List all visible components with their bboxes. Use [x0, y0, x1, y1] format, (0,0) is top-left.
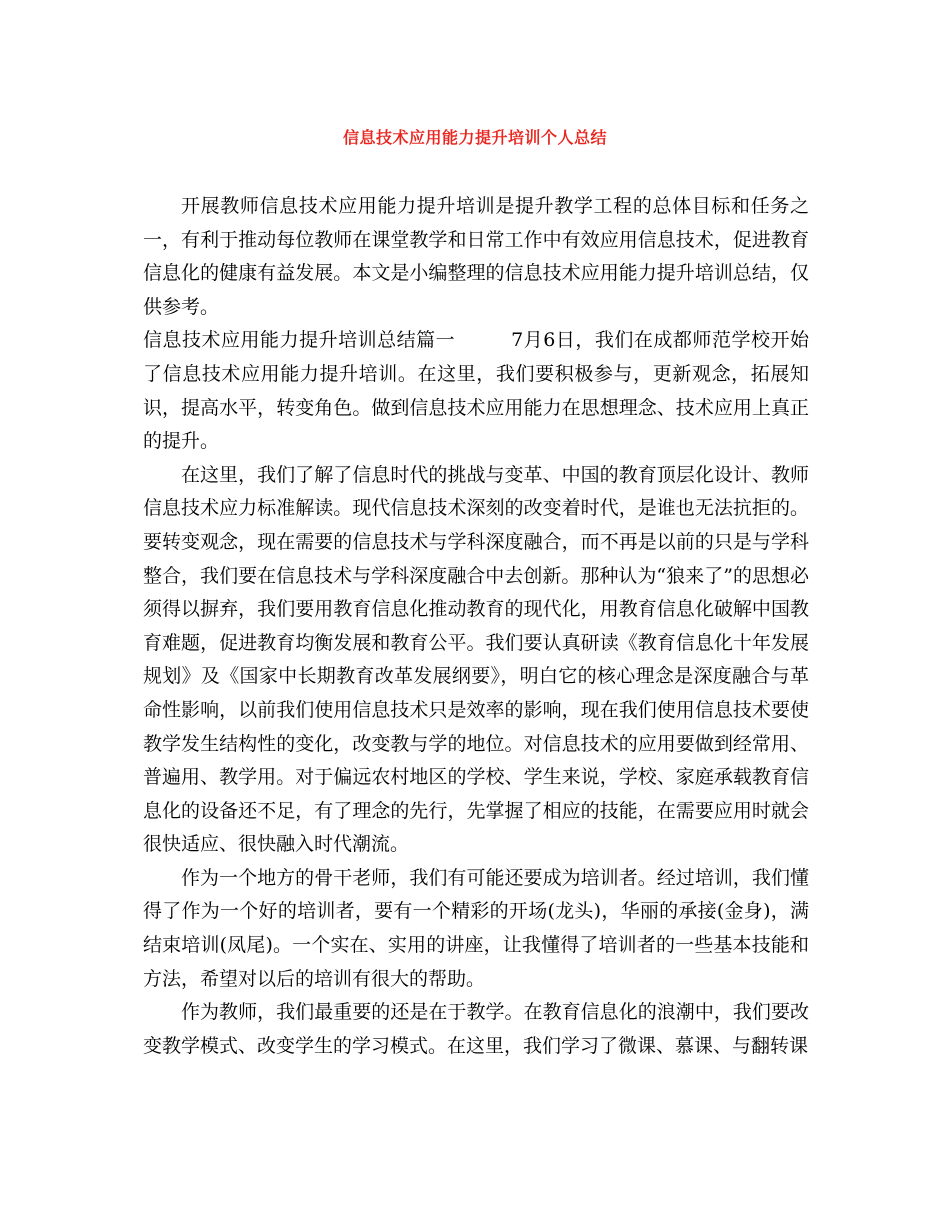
body-paragraph-1: 在这里，我们了解了信息时代的挑战与变革、中国的教育顶层化设计、教师信息技术应力标准解读。现代信息技术深刻的改变着时代，是谁也无法抗拒的。要转变观念，现在需要的信息技术与学科深度融合，而不再是以前的只是与学科整合，我们要在信息技术与学科深度融合中去创新。那种认为“狼来了”的思想必须得以摒弃，我们要用教育信息化推动教育的现代化，用教育信息化破解中国教育难题，促进教育均衡发展和教育公平。我们要认真研读《教育信息化十年发展规划》及《国家中长期教育改革发展纲要》，明白它的核心理念是深度融合与革命性影响，以前我们使用信息技术只是效率的影响，现在我们使用信息技术要使教学发生结构性的变化，改变教与学的地位。对信息技术的应用要做到经常用、普遍用、教学用。对于偏远农村地区的学校、学生来说，学校、家庭承载教育信息化的设备还不足，有了理念的先行，先掌握了相应的技能，在需要应用时就会很快适应、很快融入时代潮流。 — [143, 463, 809, 856]
document-body — [143, 190, 809, 1063]
section-lead: 7月6日，我们在成都师范学校开始了信息技术应用能力提升培训。在这里，我们要积极参与，更新观念，拓展知识，提高水平，转变角色。做到信息技术应用能力在思想理念、技术应用上真正的提升。 — [143, 329, 809, 453]
section-paragraph — [143, 324, 809, 458]
body-paragraph-2: 作为一个地方的骨干老师，我们有可能还要成为培训者。经过培训，我们懂得了作为一个好的培训者，要有一个精彩的开场(龙头)，华丽的承接(金身)，满结束培训(凤尾)。一个实在、实用的讲座，让我懂得了培训者的一些基本技能和方法，希望对以后的培训有很大的帮助。 — [143, 866, 809, 990]
document-title: 信息技术应用能力提升培训个人总结 — [342, 128, 607, 147]
body-paragraph-3: 作为教师，我们最重要的还是在于教学。在教育信息化的浪潮中，我们要改变教学模式、改变学生的学习模式。在这里，我们学习了微课、慕课、与翻转课 — [143, 1001, 809, 1057]
section-heading: 信息技术应用能力提升培训总结篇一 — [143, 329, 456, 352]
intro-paragraph: 开展教师信息技术应用能力提升培训是提升教学工程的总体目标和任务之一，有利于推动每位教师在课堂教学和日常工作中有效应用信息技术，促进教育信息化的健康有益发展。本文是小编整理的信息技术应用能力提升培训总结，仅供参考。 — [143, 195, 809, 318]
